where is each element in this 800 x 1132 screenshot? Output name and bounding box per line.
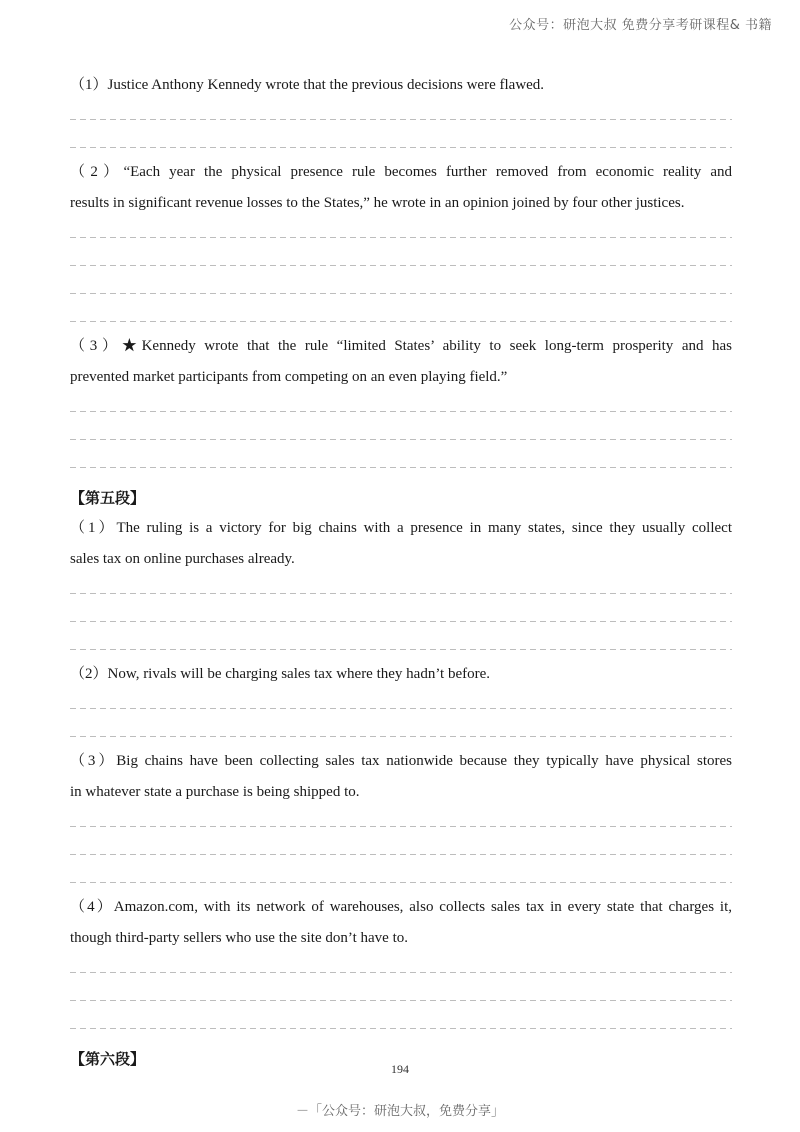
answer-blank-line — [70, 808, 732, 836]
sentence-item — [70, 513, 732, 659]
answer-blank-line — [70, 421, 732, 449]
document-body — [70, 70, 732, 1074]
sentence-item — [70, 70, 732, 157]
sentence-line: （3）Big chains have been collecting sales tax nationwide because they typically have physical stores — [70, 753, 732, 769]
sentence-line: though third-party sellers who use the site don’t have to. — [70, 930, 408, 946]
answer-blank-line — [70, 129, 732, 157]
sentence-line: （1）Justice Anthony Kennedy wrote that the previous decisions were flawed. — [70, 77, 545, 93]
sentence-line: （2）“Each year the physical presence rule becomes further removed from economic reality and — [70, 164, 732, 180]
sentence-item — [70, 331, 732, 477]
sentence-line: prevented market participants from competing on an even playing field.” — [70, 369, 508, 385]
answer-blank-line — [70, 1010, 732, 1038]
answer-blank-line — [70, 449, 732, 477]
section-heading: 【第六段】 — [70, 1050, 146, 1068]
sentence-item — [70, 746, 732, 892]
sentence-line: in whatever state a purchase is being shipped to. — [70, 784, 360, 800]
sentence-line: （3）★Kennedy wrote that the rule “limited States’ ability to seek long-term prosperity and has — [70, 338, 732, 354]
answer-blank-line — [70, 393, 732, 421]
answer-blank-line — [70, 690, 732, 718]
sentence-line: （4）Amazon.com, with its network of warehouses, also collects sales tax in every state that charges it, — [70, 899, 732, 915]
answer-blank-line — [70, 718, 732, 746]
answer-blank-line — [70, 954, 732, 982]
watermark-bottom: －「公众号：研泡大叔，免费分享」 — [295, 1104, 504, 1119]
answer-blank-line — [70, 101, 732, 129]
sentence-line: sales tax on online purchases already. — [70, 551, 295, 567]
sentence-item — [70, 157, 732, 331]
page-number: 194 — [391, 1062, 409, 1076]
sentence-line: （1）The ruling is a victory for big chains with a presence in many states, since they usually collect — [70, 520, 732, 536]
sentence-item — [70, 659, 732, 746]
answer-blank-line — [70, 864, 732, 892]
answer-blank-line — [70, 575, 732, 603]
sentence-line: （2）Now, rivals will be charging sales tax where they hadn’t before. — [70, 666, 491, 682]
sentence-item — [70, 892, 732, 1038]
answer-blank-line — [70, 836, 732, 864]
watermark-top: 公众号：研泡大叔 免费分享考研课程& 书籍 — [509, 18, 772, 33]
section-heading: 【第五段】 — [70, 489, 146, 507]
answer-blank-line — [70, 982, 732, 1010]
answer-blank-line — [70, 219, 732, 247]
answer-blank-line — [70, 603, 732, 631]
answer-blank-line — [70, 303, 732, 331]
answer-blank-line — [70, 275, 732, 303]
answer-blank-line — [70, 631, 732, 659]
sentence-line: results in significant revenue losses to the States,” he wrote in an opinion joined by four other justices. — [70, 195, 685, 211]
answer-blank-line — [70, 247, 732, 275]
